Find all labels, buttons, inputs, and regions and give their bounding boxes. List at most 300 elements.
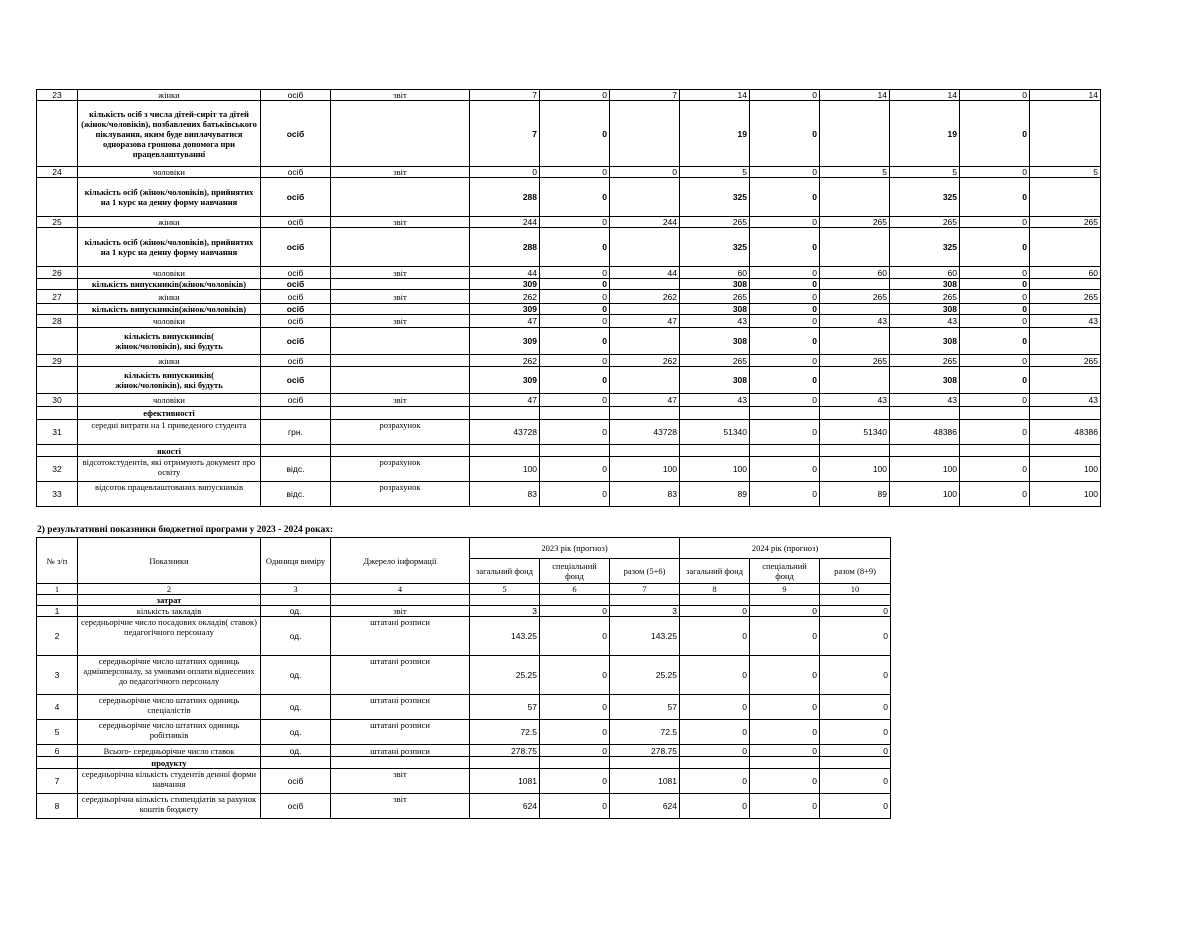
value-cell: 0 [750,217,820,228]
empty-cell [470,407,540,420]
value-cell: 0 [540,745,610,757]
value-cell: 0 [540,101,610,167]
value-cell: 0 [680,769,750,794]
value-cell: 0 [960,304,1030,315]
table-row [37,304,1101,315]
source-cell: розрахунок [331,482,470,507]
value-cell [820,178,890,217]
value-cell: 0 [960,101,1030,167]
indicator-label: чоловіки [78,167,261,178]
unit-cell: осіб [261,101,331,167]
value-cell [610,367,680,394]
table-row [37,315,1101,328]
value-cell: 83 [470,482,540,507]
value-cell: 0 [750,606,820,617]
source-cell-empty [331,279,470,290]
value-cell: 0 [750,355,820,367]
column-number: 4 [331,584,470,595]
value-cell [820,228,890,267]
value-cell: 0 [680,745,750,757]
value-cell: 0 [540,794,610,819]
row-number-empty [37,757,78,769]
value-cell: 308 [680,328,750,355]
table-row [37,695,891,720]
unit-cell: осіб [261,167,331,178]
unit-cell: осіб [261,228,331,267]
value-cell: 0 [960,178,1030,217]
value-cell: 265 [680,290,750,304]
value-cell: 1081 [470,769,540,794]
indicator-label: чоловіки [78,315,261,328]
value-cell: 25.25 [610,656,680,695]
unit-cell: осіб [261,328,331,355]
value-cell: 14 [890,90,960,101]
row-number: 1 [37,606,78,617]
value-cell: 0 [750,745,820,757]
value-cell: 0 [960,482,1030,507]
empty-cell [331,595,470,606]
value-cell: 43 [1030,315,1101,328]
row-number-empty [37,367,78,394]
source-cell: звіт [331,606,470,617]
column-number: 8 [680,584,750,595]
row-number-empty [37,101,78,167]
unit-cell: осіб [261,267,331,279]
indicator-label: середньорічне число штатних одиниць спеціалістів [78,695,261,720]
header-general-fund-2024: загальний фонд [680,559,750,584]
value-cell: 14 [680,90,750,101]
value-cell: 262 [610,290,680,304]
header-sum-5-6: разом (5+6) [610,559,680,584]
value-cell: 19 [680,101,750,167]
value-cell: 265 [890,217,960,228]
value-cell: 100 [1030,482,1101,507]
value-cell: 0 [750,482,820,507]
unit-cell: осіб [261,794,331,819]
value-cell: 0 [540,482,610,507]
source-cell [331,355,470,367]
value-cell: 0 [540,367,610,394]
value-cell: 0 [960,457,1030,482]
row-number-empty [37,595,78,606]
value-cell: 100 [890,482,960,507]
empty-cell [1030,445,1101,457]
indicator-label: жінки [78,90,261,101]
value-cell [1030,178,1101,217]
source-cell-empty [331,228,470,267]
value-cell: 0 [540,695,610,720]
value-cell: 57 [610,695,680,720]
unit-cell: осіб [261,367,331,394]
indicator-label: кількість випускників(жінок/чоловіків) [78,279,261,290]
value-cell: 0 [540,290,610,304]
header-year-2023: 2023 рік (прогноз) [470,538,680,559]
value-cell: 0 [540,656,610,695]
value-cell: 0 [680,606,750,617]
table-row [37,101,1101,167]
value-cell: 100 [1030,457,1101,482]
table-row [37,328,1101,355]
source-cell-empty [331,367,470,394]
value-cell: 72.5 [470,720,540,745]
row-number: 7 [37,769,78,794]
empty-cell [750,595,820,606]
value-cell: 0 [610,167,680,178]
row-number-empty [37,228,78,267]
value-cell: 0 [750,101,820,167]
row-number: 28 [37,315,78,328]
indicator-label: середньорічне число штатних одиниць робітників [78,720,261,745]
value-cell: 5 [820,167,890,178]
value-cell: 0 [540,420,610,445]
empty-cell [540,445,610,457]
value-cell: 83 [610,482,680,507]
value-cell: 0 [750,695,820,720]
value-cell: 325 [890,228,960,267]
source-cell: звіт [331,794,470,819]
unit-cell: осіб [261,355,331,367]
table-row [37,445,1101,457]
table-row [37,290,1101,304]
value-cell: 0 [750,315,820,328]
value-cell: 100 [610,457,680,482]
value-cell: 244 [470,217,540,228]
value-cell: 100 [890,457,960,482]
table-row [37,420,1101,445]
value-cell: 265 [680,355,750,367]
value-cell: 262 [610,355,680,367]
empty-cell [610,757,680,769]
header-row [37,538,891,559]
table-row [37,482,1101,507]
unit-cell: од. [261,656,331,695]
column-number: 3 [261,584,331,595]
value-cell: 278.75 [470,745,540,757]
empty-cell [540,407,610,420]
empty-cell [331,445,470,457]
section-label: затрат [78,595,261,606]
value-cell: 60 [820,267,890,279]
value-cell: 100 [820,457,890,482]
row-number-empty [37,445,78,457]
value-cell: 7 [470,101,540,167]
value-cell [610,328,680,355]
indicator-label: жінки [78,290,261,304]
value-cell: 0 [540,606,610,617]
value-cell: 0 [750,794,820,819]
header-indicators: Показники [78,538,261,584]
value-cell: 0 [540,228,610,267]
value-cell: 0 [750,167,820,178]
source-cell: розрахунок [331,457,470,482]
value-cell: 0 [960,167,1030,178]
empty-cell [750,757,820,769]
unit-cell: осіб [261,315,331,328]
value-cell: 0 [540,267,610,279]
value-cell: 265 [1030,355,1101,367]
indicator-label: кількість осіб (жінок/чоловіків), прийнятих на 1 курс на денну форму навчання [78,178,261,217]
indicator-label: відсоток працевлаштованих випускників [78,482,261,507]
value-cell: 0 [750,656,820,695]
value-cell: 0 [820,720,891,745]
value-cell: 624 [470,794,540,819]
value-cell: 7 [470,90,540,101]
value-cell: 47 [470,315,540,328]
value-cell: 308 [890,304,960,315]
value-cell [1030,328,1101,355]
value-cell: 14 [1030,90,1101,101]
value-cell: 0 [960,290,1030,304]
value-cell: 308 [680,279,750,290]
value-cell: 51340 [820,420,890,445]
value-cell: 89 [820,482,890,507]
value-cell: 244 [610,217,680,228]
value-cell [820,328,890,355]
row-number: 8 [37,794,78,819]
indicator-label: середньорічне число посадових окладів( ставок) педагогічного персоналу [78,617,261,656]
value-cell: 0 [960,355,1030,367]
row-number: 32 [37,457,78,482]
section-label: продукту [78,757,261,769]
value-cell [820,304,890,315]
value-cell: 309 [470,279,540,290]
value-cell: 325 [680,178,750,217]
value-cell: 5 [890,167,960,178]
source-cell: звіт [331,90,470,101]
value-cell: 57 [470,695,540,720]
row-number: 25 [37,217,78,228]
value-cell: 47 [610,394,680,407]
value-cell [610,304,680,315]
row-number: 29 [37,355,78,367]
value-cell: 0 [960,267,1030,279]
column-number: 5 [470,584,540,595]
value-cell: 308 [890,279,960,290]
indicators-table-continued [36,89,1101,507]
value-cell: 0 [820,617,891,656]
section-label: ефективності [78,407,261,420]
value-cell: 47 [610,315,680,328]
value-cell: 0 [960,328,1030,355]
empty-cell [680,595,750,606]
value-cell: 0 [820,606,891,617]
value-cell: 43728 [610,420,680,445]
table-row [37,228,1101,267]
column-number: 9 [750,584,820,595]
row-number: 24 [37,167,78,178]
value-cell: 100 [680,457,750,482]
value-cell: 0 [820,794,891,819]
value-cell: 43 [890,394,960,407]
table-row [37,769,891,794]
value-cell: 265 [820,290,890,304]
value-cell: 43 [890,315,960,328]
table-row [37,90,1101,101]
table-row [37,457,1101,482]
indicator-label: кількість випускників(жінок/чоловіків) [78,304,261,315]
value-cell [610,101,680,167]
empty-cell [750,445,820,457]
value-cell: 44 [610,267,680,279]
empty-cell [680,757,750,769]
value-cell: 60 [680,267,750,279]
value-cell [610,178,680,217]
row-number-empty [37,178,78,217]
unit-cell: грн. [261,420,331,445]
table-row [37,606,891,617]
empty-cell [610,445,680,457]
value-cell: 288 [470,178,540,217]
value-cell: 0 [540,90,610,101]
empty-cell [470,595,540,606]
row-number: 5 [37,720,78,745]
empty-cell [610,595,680,606]
empty-cell [890,407,960,420]
table-row [37,167,1101,178]
value-cell: 143.25 [610,617,680,656]
value-cell: 325 [680,228,750,267]
unit-cell: осіб [261,178,331,217]
unit-cell: од. [261,695,331,720]
value-cell: 100 [470,457,540,482]
indicator-label: жінки [78,355,261,367]
value-cell: 325 [890,178,960,217]
empty-cell [820,757,891,769]
indicator-label: кількість осіб (жінок/чоловіків), прийнятих на 1 курс на денну форму навчання [78,228,261,267]
column-number: 10 [820,584,891,595]
source-cell: звіт [331,290,470,304]
empty-cell [261,757,331,769]
value-cell: 0 [750,328,820,355]
value-cell: 0 [750,90,820,101]
header-general-fund: загальний фонд [470,559,540,584]
empty-cell [470,757,540,769]
empty-cell [960,407,1030,420]
unit-cell: осіб [261,90,331,101]
header-year-2024: 2024 рік (прогноз) [680,538,891,559]
value-cell: 60 [890,267,960,279]
unit-cell: осіб [261,279,331,290]
value-cell: 0 [750,290,820,304]
value-cell: 0 [680,656,750,695]
value-cell: 5 [680,167,750,178]
value-cell: 51340 [680,420,750,445]
column-numbers-row [37,584,891,595]
row-number-empty [37,304,78,315]
value-cell: 25.25 [470,656,540,695]
value-cell: 0 [540,617,610,656]
source-cell-empty [331,304,470,315]
indicator-label: жінки [78,217,261,228]
value-cell: 0 [540,178,610,217]
value-cell: 143.25 [470,617,540,656]
empty-cell [261,445,331,457]
unit-cell: осіб [261,304,331,315]
source-cell: звіт [331,217,470,228]
value-cell: 265 [820,355,890,367]
row-number: 27 [37,290,78,304]
value-cell: 0 [750,457,820,482]
value-cell: 0 [960,367,1030,394]
value-cell: 0 [540,457,610,482]
value-cell: 265 [890,290,960,304]
value-cell: 0 [960,90,1030,101]
value-cell: 0 [750,617,820,656]
indicator-label: кількість випускників( жінок/чоловіків), які будуть [78,328,261,355]
source-cell-empty [331,328,470,355]
header-special-fund-2024: спеціальний фонд [750,559,820,584]
empty-cell [331,757,470,769]
indicator-label: середньорічна кількість стипендіатів за рахунок коштів бюджету [78,794,261,819]
table-row [37,178,1101,217]
value-cell: 265 [1030,290,1101,304]
source-cell: звіт [331,267,470,279]
unit-cell: од. [261,606,331,617]
unit-cell: од. [261,617,331,656]
empty-cell [960,445,1030,457]
empty-cell [820,445,890,457]
value-cell [610,279,680,290]
table-row [37,367,1101,394]
header-unit: Одиниця виміру [261,538,331,584]
value-cell: 309 [470,304,540,315]
empty-cell [680,407,750,420]
value-cell: 262 [470,355,540,367]
table-row [37,355,1101,367]
table-row [37,279,1101,290]
row-number-empty [37,279,78,290]
value-cell: 0 [960,420,1030,445]
table-row [37,595,891,606]
source-cell: звіт [331,167,470,178]
value-cell [1030,101,1101,167]
unit-cell: осіб [261,217,331,228]
value-cell: 0 [540,328,610,355]
value-cell: 14 [820,90,890,101]
value-cell: 0 [540,355,610,367]
indicator-label: відсотокстудентів, які отримують документ про освіту [78,457,261,482]
value-cell: 0 [680,720,750,745]
value-cell: 43728 [470,420,540,445]
value-cell: 265 [820,217,890,228]
empty-cell [750,407,820,420]
value-cell: 0 [540,279,610,290]
indicator-label: Всього- середньорічне число ставок [78,745,261,757]
header-sum-8-9: разом (8+9) [820,559,891,584]
empty-cell [261,595,331,606]
row-number: 2 [37,617,78,656]
value-cell [1030,228,1101,267]
value-cell: 0 [750,367,820,394]
source-cell: штатані розписи [331,745,470,757]
empty-cell [890,445,960,457]
empty-cell [680,445,750,457]
value-cell: 265 [890,355,960,367]
value-cell: 0 [820,745,891,757]
header-num: № з/п [37,538,78,584]
row-number-empty [37,407,78,420]
empty-cell [261,407,331,420]
value-cell: 0 [960,315,1030,328]
source-cell: штатані розписи [331,617,470,656]
value-cell: 0 [750,228,820,267]
column-number: 1 [37,584,78,595]
indicator-label: кількість закладів [78,606,261,617]
value-cell: 0 [960,228,1030,267]
value-cell: 0 [750,720,820,745]
indicator-label: кількість випускників( жінок/чоловіків), які будуть [78,367,261,394]
value-cell [820,101,890,167]
